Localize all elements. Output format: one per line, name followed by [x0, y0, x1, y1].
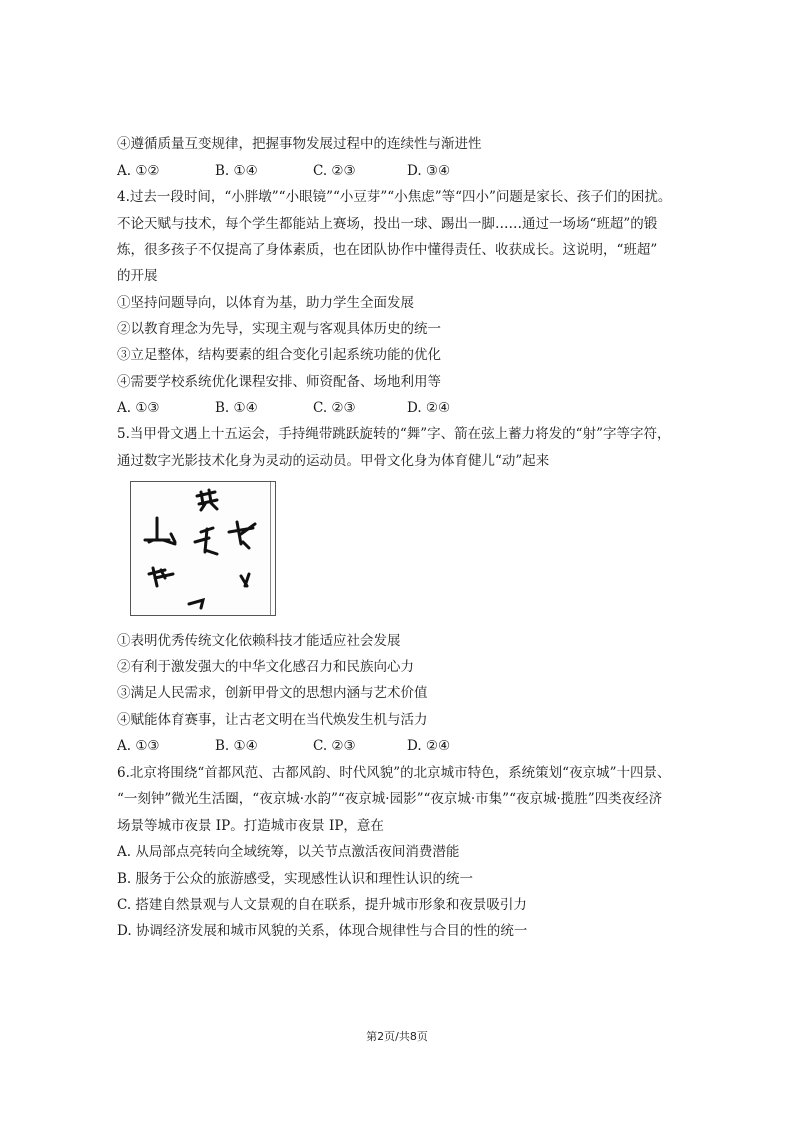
q4-option-a: A. ①③: [117, 400, 160, 416]
q5-item-3: ③满足人民需求，创新甲骨文的思想内涵与艺术价值: [117, 685, 428, 701]
q5-item-2: ②有利于激发强大的中华文化感召力和民族向心力: [117, 659, 414, 675]
q4-option-d: D. ②④: [407, 400, 451, 416]
q5-option-a: A. ①③: [117, 738, 160, 754]
q5-item-1: ①表明优秀传统文化依赖科技才能适应社会发展: [117, 633, 401, 649]
q3-option-d: D. ③④: [407, 163, 451, 179]
q4-item-4: ④需要学校系统优化课程安排、师资配备、场地利用等: [117, 374, 441, 390]
q5-option-d: D. ②④: [407, 738, 451, 754]
q3-option-c: C. ②③: [313, 163, 356, 179]
q4-item-1: ①坚持问题导向，以体育为基，助力学生全面发展: [117, 295, 414, 311]
q4-stem-line: 炼，很多孩子不仅提高了身体素质，也在团队协作中懂得责任、收获成长。这说明，“班超”: [117, 242, 658, 258]
q3-item-4: ④遵循质量互变规律，把握事物发展过程中的连续性与渐进性: [117, 136, 482, 152]
oracle-bone-glyphs-illustration: [131, 482, 274, 614]
q6-stem-line: “一刻钟”微光生活圈，“夜京城·水韵”“夜京城·园影”“夜京城·市集”“夜京城·揽胜”四类夜经济: [117, 791, 663, 807]
q4-item-3: ③立足整体，结构要素的组合变化引起系统功能的优化: [117, 347, 441, 363]
page-number-footer: 第2页/共8页: [366, 1030, 428, 1043]
q3-option-b: B. ①④: [215, 163, 258, 179]
q4-stem-line: 4.过去一段时间，“小胖墩”“小眼镜”“小豆芽”“小焦虑”等“四小”问题是家长、孩子们的困扰。: [117, 189, 672, 205]
q5-item-4: ④赋能体育赛事，让古老文明在当代焕发生机与活力: [117, 712, 428, 728]
q5-option-c: C. ②③: [313, 738, 356, 754]
q4-stem-line: 不论天赋与技术，每个学生都能站上赛场，投出一球、踢出一脚……通过一场场“班超”的锻: [117, 216, 658, 232]
q5-option-b: B. ①④: [215, 738, 258, 754]
q6-option-a: A. 从局部点亮转向全域统筹，以关节点激活夜间消费潜能: [117, 844, 460, 860]
q6-option-b: B. 服务于公众的旅游感受，实现感性认识和理性认识的统一: [117, 871, 474, 887]
oracle-bone-script-figure: [130, 481, 276, 616]
q6-option-d: D. 协调经济发展和城市风貌的关系，体现合规律性与合目的性的统一: [117, 923, 528, 939]
q6-stem-line: 6.北京将围绕“首都风范、古都风韵、时代风貌”的北京城市特色，系统策划“夜京城”十四景、: [117, 765, 671, 781]
q5-stem-line: 5.当甲骨文遇上十五运会，手持绳带跳跃旋转的“舞”字、箭在弦上蓄力将发的“射”字等字符，: [117, 426, 671, 442]
q4-item-2: ②以教育理念为先导，实现主观与客观具体历史的统一: [117, 321, 441, 337]
q4-option-c: C. ②③: [313, 400, 356, 416]
q4-option-b: B. ①④: [215, 400, 258, 416]
q4-stem-line: 的开展: [117, 268, 158, 284]
q6-stem-line: 场景等城市夜景 IP。打造城市夜景 IP，意在: [117, 818, 384, 834]
q6-option-c: C. 搭建自然景观与人文景观的自在联系，提升城市形象和夜景吸引力: [117, 897, 527, 913]
q3-option-a: A. ①②: [117, 163, 160, 179]
q5-stem-line: 通过数字光影技术化身为灵动的运动员。甲骨文化身为体育健儿“动”起来: [117, 453, 550, 469]
